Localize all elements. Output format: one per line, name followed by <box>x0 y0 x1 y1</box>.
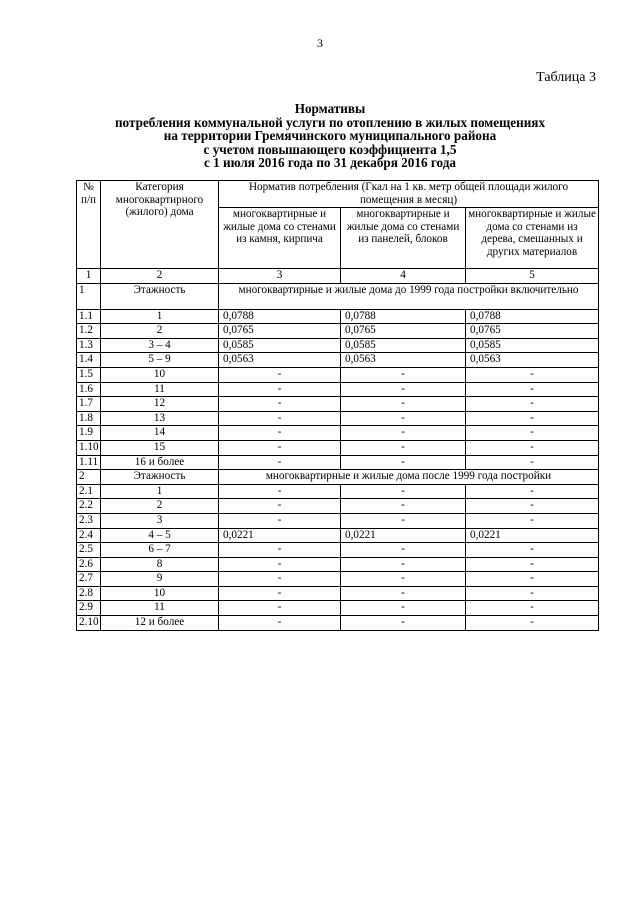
row-floors: 3 – 4 <box>101 338 219 353</box>
row-value-brick: - <box>219 411 341 426</box>
row-value-panel: - <box>341 601 466 616</box>
table-row <box>77 484 599 499</box>
column-number: 4 <box>341 269 466 284</box>
row-value-wood: - <box>466 513 599 528</box>
row-value-brick: 0,0585 <box>219 338 341 353</box>
row-value-panel: - <box>341 543 466 558</box>
row-value-wood: 0,0585 <box>466 338 599 353</box>
row-number: 2.1 <box>77 484 101 499</box>
row-value-wood: - <box>466 455 599 470</box>
table-row <box>77 616 599 631</box>
row-number: 2.7 <box>77 572 101 587</box>
row-value-wood: - <box>466 543 599 558</box>
row-floors: 13 <box>101 411 219 426</box>
row-floors: 10 <box>101 367 219 382</box>
row-value-wood: - <box>466 616 599 631</box>
title-line-3: на территории Гремячинского муниципального района <box>163 128 497 143</box>
row-value-panel: - <box>341 513 466 528</box>
row-value-brick: - <box>219 543 341 558</box>
row-floors: 2 <box>101 499 219 514</box>
row-floors: 15 <box>101 440 219 455</box>
row-value-panel: - <box>341 455 466 470</box>
row-value-panel: - <box>341 572 466 587</box>
table-row <box>77 440 599 455</box>
row-value-wood: - <box>466 499 599 514</box>
row-floors: 12 <box>101 397 219 412</box>
row-value-brick: 0,0788 <box>219 309 341 324</box>
row-number: 2.8 <box>77 586 101 601</box>
row-value-brick: 0,0563 <box>219 353 341 368</box>
row-number: 1.8 <box>77 411 101 426</box>
table-row <box>77 367 599 382</box>
section-category: Этажность <box>101 470 219 485</box>
row-value-wood: 0,0765 <box>466 324 599 339</box>
title-line-5: с 1 июля 2016 года по 31 декабря 2016 года <box>204 155 456 170</box>
table-row <box>77 324 599 339</box>
row-value-brick: - <box>219 367 341 382</box>
row-value-brick: 0,0221 <box>219 528 341 543</box>
row-number: 2.6 <box>77 557 101 572</box>
row-value-panel: - <box>341 382 466 397</box>
table-row <box>77 309 599 324</box>
row-value-wood: 0,0563 <box>466 353 599 368</box>
column-number: 2 <box>101 269 219 284</box>
row-value-wood: - <box>466 397 599 412</box>
row-value-panel: - <box>341 616 466 631</box>
row-value-panel: - <box>341 411 466 426</box>
row-value-brick: - <box>219 484 341 499</box>
row-value-wood: - <box>466 484 599 499</box>
header-col-brick: многоквартирные и жилые дома со стенами из камня, кирпича <box>219 208 341 269</box>
header-norm: Норматив потребления (Гкал на 1 кв. метр общей площади жилого помещения в месяц) <box>219 181 599 208</box>
row-number: 2.10 <box>77 616 101 631</box>
table-row <box>77 455 599 470</box>
table-row <box>77 586 599 601</box>
row-number: 2.9 <box>77 601 101 616</box>
column-number: 3 <box>219 269 341 284</box>
title-line-2: потребления коммунальной услуги по отоплению в жилых помещениях <box>114 114 546 130</box>
table-row <box>77 513 599 528</box>
section-label: многоквартирные и жилые дома после 1999 года постройки <box>219 470 599 485</box>
table-row <box>77 382 599 397</box>
table-row <box>77 572 599 587</box>
column-number: 5 <box>466 269 599 284</box>
row-value-panel: - <box>341 426 466 441</box>
row-floors: 10 <box>101 586 219 601</box>
row-number: 1.7 <box>77 397 101 412</box>
section-label: многоквартирные и жилые дома до 1999 года постройки включительно <box>219 283 599 309</box>
row-value-brick: - <box>219 499 341 514</box>
row-number: 1.10 <box>77 440 101 455</box>
row-number: 1.5 <box>77 367 101 382</box>
row-value-wood: - <box>466 601 599 616</box>
row-value-panel: 0,0563 <box>341 353 466 368</box>
row-floors: 8 <box>101 557 219 572</box>
row-value-panel: 0,0221 <box>341 528 466 543</box>
row-value-brick: - <box>219 397 341 412</box>
row-value-brick: - <box>219 382 341 397</box>
row-floors: 1 <box>101 484 219 499</box>
header-col-wood: многоквартирные и жилые дома со стенами из дерева, смешанных и других материалов <box>466 208 599 269</box>
row-value-panel: 0,0585 <box>341 338 466 353</box>
row-floors: 12 и более <box>101 616 219 631</box>
page-number: 3 <box>317 36 323 50</box>
row-value-wood: - <box>466 382 599 397</box>
row-number: 2.4 <box>77 528 101 543</box>
title-line-4: с учетом повышающего коэффициента 1,5 <box>203 141 457 157</box>
header-category: Категория многоквартирного (жилого) дома <box>101 181 219 269</box>
row-floors: 11 <box>101 601 219 616</box>
table-header-row <box>77 181 599 208</box>
row-floors: 9 <box>101 572 219 587</box>
row-value-panel: - <box>341 499 466 514</box>
table-row <box>77 338 599 353</box>
row-value-panel: - <box>341 397 466 412</box>
table-row <box>77 557 599 572</box>
row-value-panel: - <box>341 586 466 601</box>
row-number: 2.2 <box>77 499 101 514</box>
row-value-brick: 0,0765 <box>219 324 341 339</box>
row-floors: 2 <box>101 324 219 339</box>
row-number: 1.2 <box>77 324 101 339</box>
section-category: Этажность <box>101 283 219 309</box>
table-row <box>77 499 599 514</box>
norms-table <box>76 180 599 631</box>
row-value-panel: - <box>341 367 466 382</box>
row-floors: 6 – 7 <box>101 543 219 558</box>
row-value-brick: - <box>219 513 341 528</box>
title-line-1: Нормативы <box>294 101 366 116</box>
row-value-wood: - <box>466 440 599 455</box>
row-number: 1.1 <box>77 309 101 324</box>
row-value-wood: 0,0788 <box>466 309 599 324</box>
row-value-panel: 0,0765 <box>341 324 466 339</box>
row-number: 1.9 <box>77 426 101 441</box>
row-value-brick: - <box>219 557 341 572</box>
table-caption: Таблица 3 <box>536 70 596 85</box>
row-value-wood: - <box>466 572 599 587</box>
table-row <box>77 353 599 368</box>
row-value-wood: 0,0221 <box>466 528 599 543</box>
table-row <box>77 411 599 426</box>
column-number: 1 <box>77 269 101 284</box>
row-value-wood: - <box>466 367 599 382</box>
row-floors: 4 – 5 <box>101 528 219 543</box>
section-1-header-row <box>77 283 599 309</box>
row-floors: 5 – 9 <box>101 353 219 368</box>
table-row <box>77 601 599 616</box>
row-value-panel: - <box>341 557 466 572</box>
row-floors: 3 <box>101 513 219 528</box>
row-value-brick: - <box>219 572 341 587</box>
column-numbers-row <box>77 269 599 284</box>
row-value-wood: - <box>466 426 599 441</box>
row-value-brick: - <box>219 616 341 631</box>
row-number: 2.5 <box>77 543 101 558</box>
row-value-panel: 0,0788 <box>341 309 466 324</box>
header-num: № п/п <box>77 181 101 269</box>
row-value-panel: - <box>341 440 466 455</box>
row-floors: 16 и более <box>101 455 219 470</box>
table-row <box>77 426 599 441</box>
table-row <box>77 397 599 412</box>
row-value-brick: - <box>219 586 341 601</box>
row-value-wood: - <box>466 557 599 572</box>
header-col-panel: многоквартирные и жилые дома со стенами из панелей, блоков <box>341 208 466 269</box>
row-floors: 1 <box>101 309 219 324</box>
row-floors: 11 <box>101 382 219 397</box>
row-value-brick: - <box>219 601 341 616</box>
section-num: 1 <box>77 283 101 309</box>
row-number: 1.6 <box>77 382 101 397</box>
section-num: 2 <box>77 470 101 485</box>
row-value-brick: - <box>219 440 341 455</box>
row-number: 2.3 <box>77 513 101 528</box>
row-value-brick: - <box>219 426 341 441</box>
document-title <box>70 102 590 170</box>
row-number: 1.11 <box>77 455 101 470</box>
row-value-wood: - <box>466 586 599 601</box>
table-row <box>77 528 599 543</box>
row-value-wood: - <box>466 411 599 426</box>
section-2-header-row <box>77 470 599 485</box>
row-floors: 14 <box>101 426 219 441</box>
row-number: 1.3 <box>77 338 101 353</box>
row-value-panel: - <box>341 484 466 499</box>
row-value-brick: - <box>219 455 341 470</box>
row-number: 1.4 <box>77 353 101 368</box>
table-row <box>77 543 599 558</box>
